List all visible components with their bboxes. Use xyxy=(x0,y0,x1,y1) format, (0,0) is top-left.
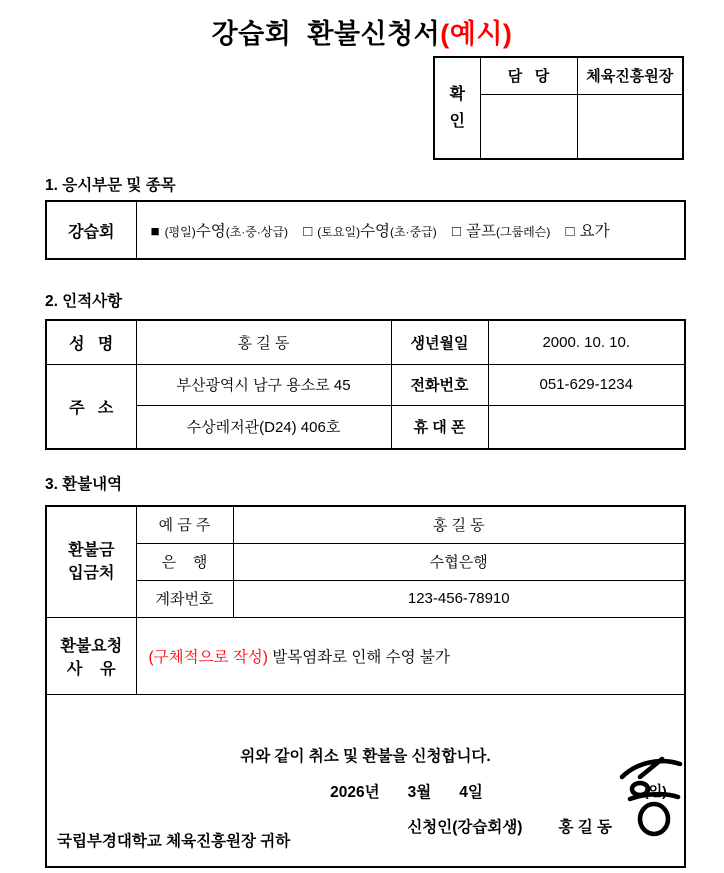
page-title xyxy=(0,0,724,51)
date-day: 4일 xyxy=(459,784,483,802)
deposit-account-label: 환불금 입금처 xyxy=(46,506,136,617)
applicant-label: 신청인(강습회생) xyxy=(407,819,523,837)
course-row-label: 강습회 xyxy=(46,201,136,259)
checkbox-icon: □ xyxy=(565,223,575,240)
option-prefix: (평일) xyxy=(164,225,196,239)
approval-table xyxy=(433,56,684,160)
personal-info-table xyxy=(45,319,686,450)
option-suffix: (초·중·상급) xyxy=(225,225,289,239)
address-line2: 수상레저관(D24) 406호 xyxy=(136,405,391,449)
option-suffix: (그룹레슨) xyxy=(495,225,551,239)
section1-heading: 1. 응시부문 및 종목 xyxy=(45,177,176,194)
declaration-cell xyxy=(46,694,685,867)
applicant-name: 홍 길 동 xyxy=(558,819,612,837)
phone-label: 전화번호 xyxy=(391,364,488,405)
option-label: 수영 xyxy=(195,223,226,240)
refund-reason-value-cell xyxy=(136,617,685,694)
mobile-label: 휴 대 폰 xyxy=(391,405,488,449)
approval-box-area xyxy=(0,56,684,160)
mobile-value xyxy=(488,405,685,449)
bank-label: 은 행 xyxy=(136,543,233,580)
option-saturday-swimming xyxy=(303,223,437,240)
birthdate-label: 생년월일 xyxy=(391,320,488,364)
approval-director-header: 체육진흥원장 xyxy=(577,57,683,94)
signature-area xyxy=(616,755,688,839)
section1-table xyxy=(45,200,686,260)
option-label: 요가 xyxy=(579,223,610,240)
refund-reason-hint: (구체적으로 작성) xyxy=(148,648,268,666)
refund-details-table xyxy=(45,505,686,868)
approval-confirm-cell xyxy=(434,57,480,159)
course-options-cell xyxy=(136,201,685,259)
account-number-label: 계좌번호 xyxy=(136,580,233,617)
declaration-statement: 위와 같이 취소 및 환불을 신청합니다. xyxy=(240,748,491,766)
section3-heading: 3. 환불내역 xyxy=(45,476,123,493)
option-golf xyxy=(452,223,550,240)
refund-reason-label-line1: 환불요청 xyxy=(60,637,123,655)
checkbox-checked-icon: ■ xyxy=(150,223,160,240)
date-year: 2026년 xyxy=(330,784,380,802)
page-title-example-tag: (예시) xyxy=(440,19,513,49)
account-holder-label: 예 금 주 xyxy=(136,506,233,543)
account-number-value: 123-456-78910 xyxy=(233,580,685,617)
approval-staff-sign-cell xyxy=(480,94,577,159)
option-suffix: (초·중급) xyxy=(390,225,437,239)
addressee-line: 국립부경대학교 체육진흥원장 귀하 xyxy=(57,833,291,850)
checkbox-icon: □ xyxy=(303,223,313,240)
stamp-placeholder-label: (인) xyxy=(644,782,667,799)
option-prefix: (토요일) xyxy=(317,225,361,239)
refund-reason-value: 발목염좌로 인해 수영 불가 xyxy=(267,648,450,666)
section2-heading: 2. 인적사항 xyxy=(45,293,123,310)
name-label: 성 명 xyxy=(46,320,136,364)
date-month: 3월 xyxy=(407,784,432,802)
birthdate-value: 2000. 10. 10. xyxy=(488,320,685,364)
option-yoga xyxy=(566,223,610,240)
option-label: 수영 xyxy=(360,223,391,240)
approval-director-sign-cell xyxy=(577,94,683,159)
address-label: 주 소 xyxy=(46,364,136,449)
account-holder-value: 홍 길 동 xyxy=(233,506,685,543)
refund-reason-label xyxy=(46,617,136,694)
approval-confirm-label: 확인 xyxy=(449,86,465,130)
page-title-main: 강습회 환불신청서 xyxy=(211,19,441,49)
phone-value: 051-629-1234 xyxy=(488,364,685,405)
checkbox-icon: □ xyxy=(451,223,462,240)
signature-scribble-icon xyxy=(616,755,688,839)
refund-reason-label-line2: 사 유 xyxy=(66,660,116,678)
option-weekday-swimming xyxy=(151,223,289,240)
address-line1: 부산광역시 남구 용소로 45 xyxy=(136,364,391,405)
name-value: 홍 길 동 xyxy=(136,320,391,364)
approval-staff-header: 담 당 xyxy=(480,57,577,94)
option-label: 골프 xyxy=(466,223,496,240)
bank-value: 수협은행 xyxy=(233,543,685,580)
